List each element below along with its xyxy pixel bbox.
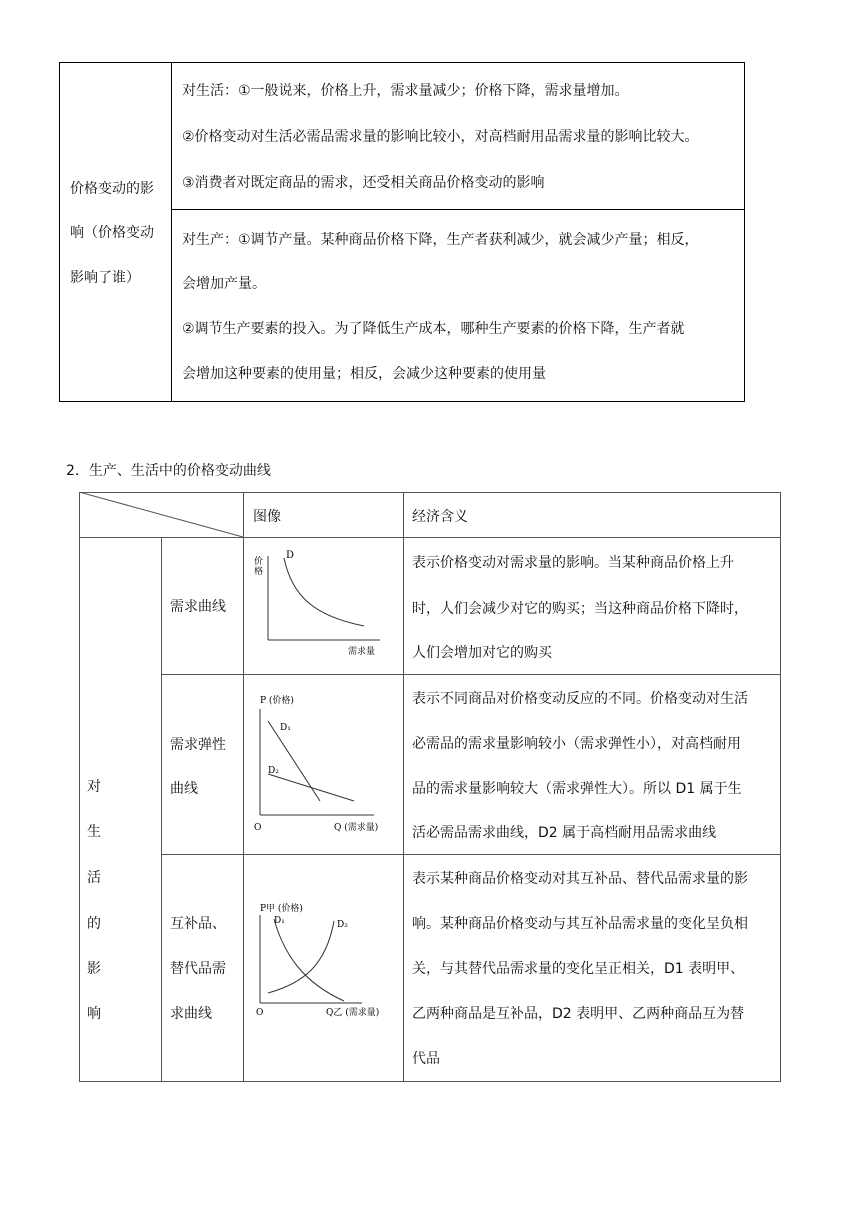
y-label: 格	[254, 567, 264, 577]
meaning-line: 表示价格变动对需求量的影响。当某种商品价格上升	[412, 555, 734, 571]
group-label-char: 对	[87, 779, 101, 795]
y-label: P甲 (价格)	[260, 904, 303, 914]
production-impact-line: 会增加这种要素的使用量；相反，会减少这种要素的使用量	[182, 366, 546, 382]
section-heading: 2．生产、生活中的价格变动曲线	[66, 463, 271, 479]
y-label: P (价格)	[260, 696, 294, 706]
group-label-char: 的	[87, 916, 101, 932]
meaning-line: 表示某种商品价格变动对其互补品、替代品需求量的影	[412, 871, 748, 887]
header-image: 图像	[253, 509, 281, 525]
column-divider	[403, 492, 404, 1082]
row-header-line: 价格变动的影	[70, 181, 154, 197]
demand-curve-graph	[244, 538, 403, 674]
row-name: 替代品需	[170, 961, 226, 977]
demand-curve	[284, 558, 364, 626]
header-diagonal	[79, 492, 244, 538]
column-divider	[161, 537, 162, 1082]
column-divider	[171, 63, 172, 401]
production-impact-line: ②调节生产要素的投入。为了降低生产成本，哪种生产要素的价格下降，生产者就	[182, 321, 685, 337]
d1-label: D₁	[274, 916, 285, 926]
meaning-line: 时，人们会减少对它的购买；当这种商品价格下降时，	[412, 601, 748, 617]
meaning-line: 品的需求量影响较大（需求弹性大）。所以 D1 属于生	[412, 781, 742, 797]
row-divider	[171, 209, 744, 210]
meaning-line: 活必需品需求曲线，D2 属于高档耐用品需求曲线	[412, 825, 717, 841]
d2-line	[268, 774, 354, 801]
meaning-line: 关，与其替代品需求量的变化呈正相关，D1 表明甲、	[412, 961, 745, 977]
meaning-line: 人们会增加对它的购买	[412, 645, 552, 661]
meaning-line: 表示不同商品对价格变动反应的不同。价格变动对生活	[412, 691, 748, 707]
x-label: Q (需求量)	[334, 823, 379, 833]
price-impact-table	[59, 62, 745, 402]
meaning-line: 乙两种商品是互补品，D2 表明甲、乙两种商品互为替	[412, 1006, 745, 1022]
meaning-line: 代品	[412, 1051, 440, 1067]
origin-label: O	[254, 823, 262, 833]
row-header-line: 影响了谁）	[70, 270, 140, 286]
row-name: 需求曲线	[170, 599, 226, 615]
group-label-char: 生	[87, 824, 101, 840]
production-impact-line: 对生产：①调节产量。某种商品价格下降，生产者获利减少，就会减少产量；相反，	[182, 232, 699, 248]
d1-line	[268, 721, 320, 801]
row-header-line: 响（价格变动	[70, 225, 154, 241]
complement-substitute-graph	[244, 855, 403, 1081]
curve-label: D	[286, 550, 295, 561]
d1-curve	[274, 919, 344, 1001]
header-meaning: 经济含义	[412, 509, 468, 525]
elasticity-curve-graph	[244, 675, 403, 854]
production-impact-line: 会增加产量。	[182, 276, 266, 292]
row-name: 曲线	[170, 781, 198, 797]
d2-label: D₂	[268, 766, 279, 776]
table-border	[780, 492, 781, 1082]
group-label-char: 活	[87, 870, 101, 886]
price-curve-table	[79, 492, 781, 1082]
d1-label: D₁	[280, 723, 291, 733]
x-label: Q乙 (需求量)	[326, 1008, 380, 1018]
meaning-line: 必需品的需求量影响较小（需求弹性小），对高档耐用	[412, 736, 741, 752]
row-name: 需求弹性	[170, 737, 226, 753]
row-name: 互补品、	[170, 916, 226, 932]
group-label-char: 影	[87, 961, 101, 977]
group-label-char: 响	[87, 1006, 101, 1022]
table-border	[79, 492, 80, 1082]
life-impact-line: 对生活：①一般说来，价格上升，需求量减少；价格下降，需求量增加。	[182, 83, 629, 99]
d2-label: D₂	[337, 920, 348, 930]
origin-label: O	[256, 1008, 264, 1018]
life-impact-line: ②价格变动对生活必需品需求量的影响比较小，对高档耐用品需求量的影响比较大。	[182, 129, 699, 145]
x-label: 需求量	[348, 647, 376, 657]
y-label: 价	[254, 557, 264, 567]
life-impact-line: ③消费者对既定商品的需求，还受相关商品价格变动的影响	[182, 175, 545, 191]
row-name: 求曲线	[170, 1006, 212, 1022]
meaning-line: 响。某种商品价格变动与其互补品需求量的变化呈负相	[412, 916, 748, 932]
table-border	[79, 1081, 781, 1082]
